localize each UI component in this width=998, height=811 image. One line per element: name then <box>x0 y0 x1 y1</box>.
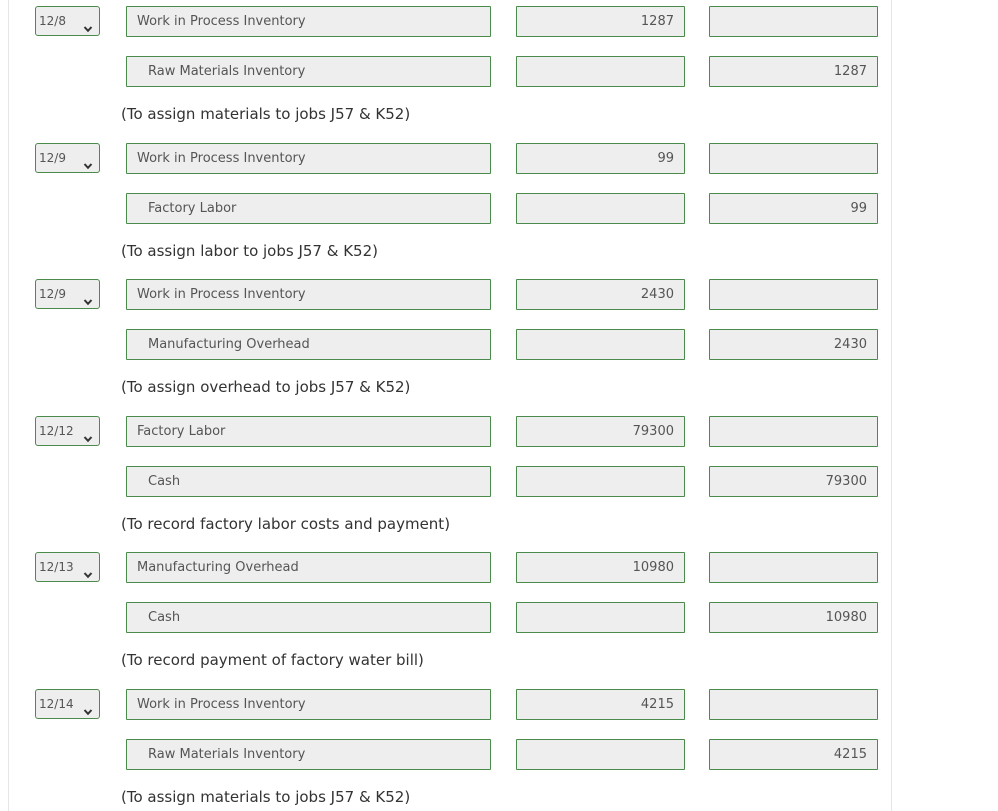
date-value: 12/8 <box>39 14 66 28</box>
date-dropdown[interactable] <box>35 689 100 719</box>
chevron-down-icon <box>83 16 93 26</box>
debit-account-field[interactable]: Factory Labor <box>126 416 491 447</box>
debit-amount-field[interactable]: 10980 <box>516 552 685 583</box>
date-value: 12/14 <box>39 697 74 711</box>
chevron-down-icon <box>83 426 93 436</box>
credit-account-field[interactable]: Manufacturing Overhead <box>126 329 491 360</box>
chevron-down-icon <box>83 562 93 572</box>
date-dropdown[interactable] <box>35 6 100 36</box>
credit-account-field[interactable]: Raw Materials Inventory <box>126 56 491 87</box>
date-value: 12/9 <box>39 287 66 301</box>
chevron-down-icon <box>83 699 93 709</box>
debit-amount-field[interactable] <box>516 466 685 497</box>
credit-amount-field[interactable] <box>709 552 878 583</box>
date-value: 12/9 <box>39 151 66 165</box>
date-value: 12/12 <box>39 424 74 438</box>
debit-amount-field[interactable]: 4215 <box>516 689 685 720</box>
entry-description: (To record factory labor costs and payment) <box>121 515 451 533</box>
date-dropdown[interactable] <box>35 143 100 173</box>
debit-amount-field[interactable]: 99 <box>516 143 685 174</box>
credit-amount-field[interactable] <box>709 6 878 37</box>
debit-amount-field[interactable]: 79300 <box>516 416 685 447</box>
credit-account-field[interactable]: Cash <box>126 602 491 633</box>
entry-description: (To record payment of factory water bill) <box>121 651 424 669</box>
debit-amount-field[interactable] <box>516 56 685 87</box>
chevron-down-icon <box>83 289 93 299</box>
entry-description: (To assign materials to jobs J57 & K52) <box>121 105 411 123</box>
chevron-down-icon <box>83 153 93 163</box>
credit-amount-field[interactable]: 2430 <box>709 329 878 360</box>
credit-account-field[interactable]: Cash <box>126 466 491 497</box>
credit-amount-field[interactable]: 10980 <box>709 602 878 633</box>
debit-amount-field[interactable]: 1287 <box>516 6 685 37</box>
debit-amount-field[interactable] <box>516 329 685 360</box>
date-dropdown[interactable] <box>35 416 100 446</box>
debit-amount-field[interactable]: 2430 <box>516 279 685 310</box>
debit-account-field[interactable]: Work in Process Inventory <box>126 143 491 174</box>
entry-description: (To assign overhead to jobs J57 & K52) <box>121 378 411 396</box>
debit-amount-field[interactable] <box>516 739 685 770</box>
date-value: 12/13 <box>39 560 74 574</box>
debit-account-field[interactable]: Work in Process Inventory <box>126 279 491 310</box>
credit-amount-field[interactable]: 4215 <box>709 739 878 770</box>
entry-description: (To assign materials to jobs J57 & K52) <box>121 788 411 806</box>
entry-description: (To assign labor to jobs J57 & K52) <box>121 242 378 260</box>
debit-account-field[interactable]: Manufacturing Overhead <box>126 552 491 583</box>
date-dropdown[interactable] <box>35 279 100 309</box>
debit-account-field[interactable]: Work in Process Inventory <box>126 6 491 37</box>
credit-account-field[interactable]: Factory Labor <box>126 193 491 224</box>
credit-amount-field[interactable]: 1287 <box>709 56 878 87</box>
debit-amount-field[interactable] <box>516 193 685 224</box>
credit-amount-field[interactable]: 99 <box>709 193 878 224</box>
credit-amount-field[interactable] <box>709 279 878 310</box>
debit-amount-field[interactable] <box>516 602 685 633</box>
credit-amount-field[interactable] <box>709 416 878 447</box>
credit-account-field[interactable]: Raw Materials Inventory <box>126 739 491 770</box>
credit-amount-field[interactable]: 79300 <box>709 466 878 497</box>
date-dropdown[interactable] <box>35 552 100 582</box>
credit-amount-field[interactable] <box>709 143 878 174</box>
debit-account-field[interactable]: Work in Process Inventory <box>126 689 491 720</box>
credit-amount-field[interactable] <box>709 689 878 720</box>
